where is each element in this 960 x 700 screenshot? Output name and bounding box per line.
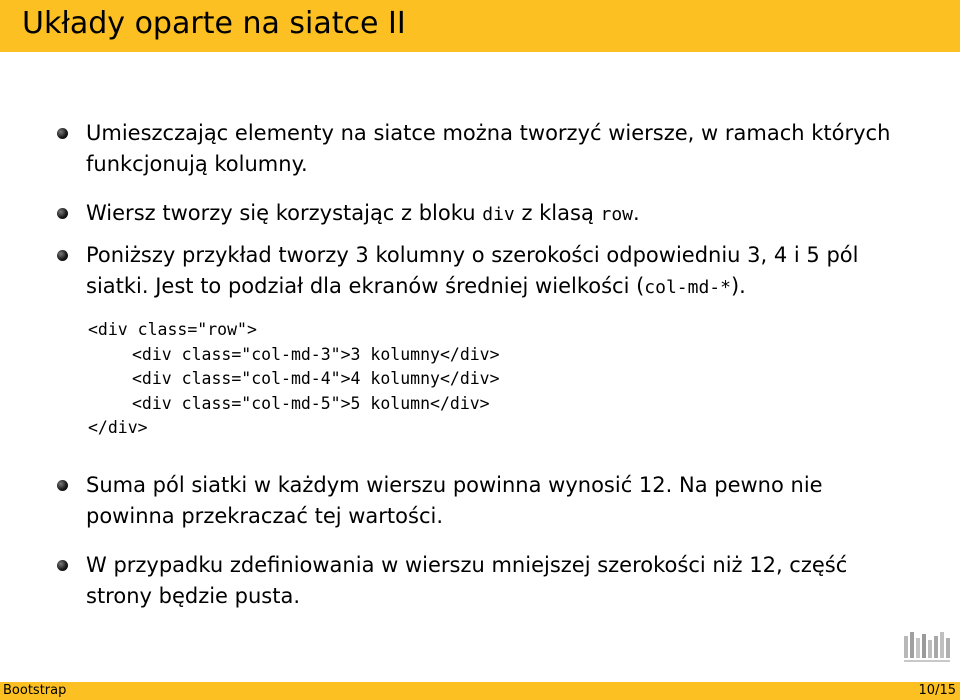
institution-logo-icon: [902, 630, 952, 664]
bullet-item-1: Umieszczając elementy na siatce można tworzyć wiersze, w ramach których funkcjonują kolumny.: [86, 121, 891, 176]
bullet-icon: [57, 250, 68, 261]
bullet-item-2: Wiersz tworzy się korzystając z bloku div z klasą row.: [86, 201, 640, 225]
code-line: </div>: [88, 418, 148, 437]
footer-title: Bootstrap: [3, 683, 67, 698]
bullet-icon: [57, 560, 68, 571]
slide-title: Układy oparte na siatce II: [22, 6, 406, 41]
code-line: <div class="col-md-4">4 kolumny</div>: [132, 369, 500, 388]
page-number: 10/15: [918, 683, 956, 698]
bullet-item-3: Poniższy przykład tworzy 3 kolumny o szerokości odpowiedniu 3, 4 i 5 pól siatki. Jest to podział dla ekranów średniej wielkości (col-md-*).: [86, 243, 859, 298]
inline-code: row: [600, 204, 634, 225]
bullet-icon: [57, 128, 68, 139]
code-line: <div class="col-md-5">5 kolumn</div>: [132, 393, 490, 413]
inline-code: col-md-*: [644, 277, 731, 298]
inline-code: div: [482, 204, 515, 225]
footer-bar: [0, 682, 960, 700]
bullet-item-4: Suma pól siatki w każdym wierszu powinna wynosić 12. Na pewno nie powinna przekraczać tej wartości.: [86, 473, 823, 528]
bullet-item-5: W przypadku zdefiniowania w wierszu mniejszej szerokości niż 12, część strony będzie pusta.: [86, 553, 848, 608]
code-line: <div class="row">: [88, 320, 257, 339]
bullet-icon: [57, 208, 68, 219]
code-block: [88, 318, 500, 441]
bullet-icon: [57, 480, 68, 491]
code-line: <div class="col-md-3">3 kolumny</div>: [132, 344, 500, 364]
